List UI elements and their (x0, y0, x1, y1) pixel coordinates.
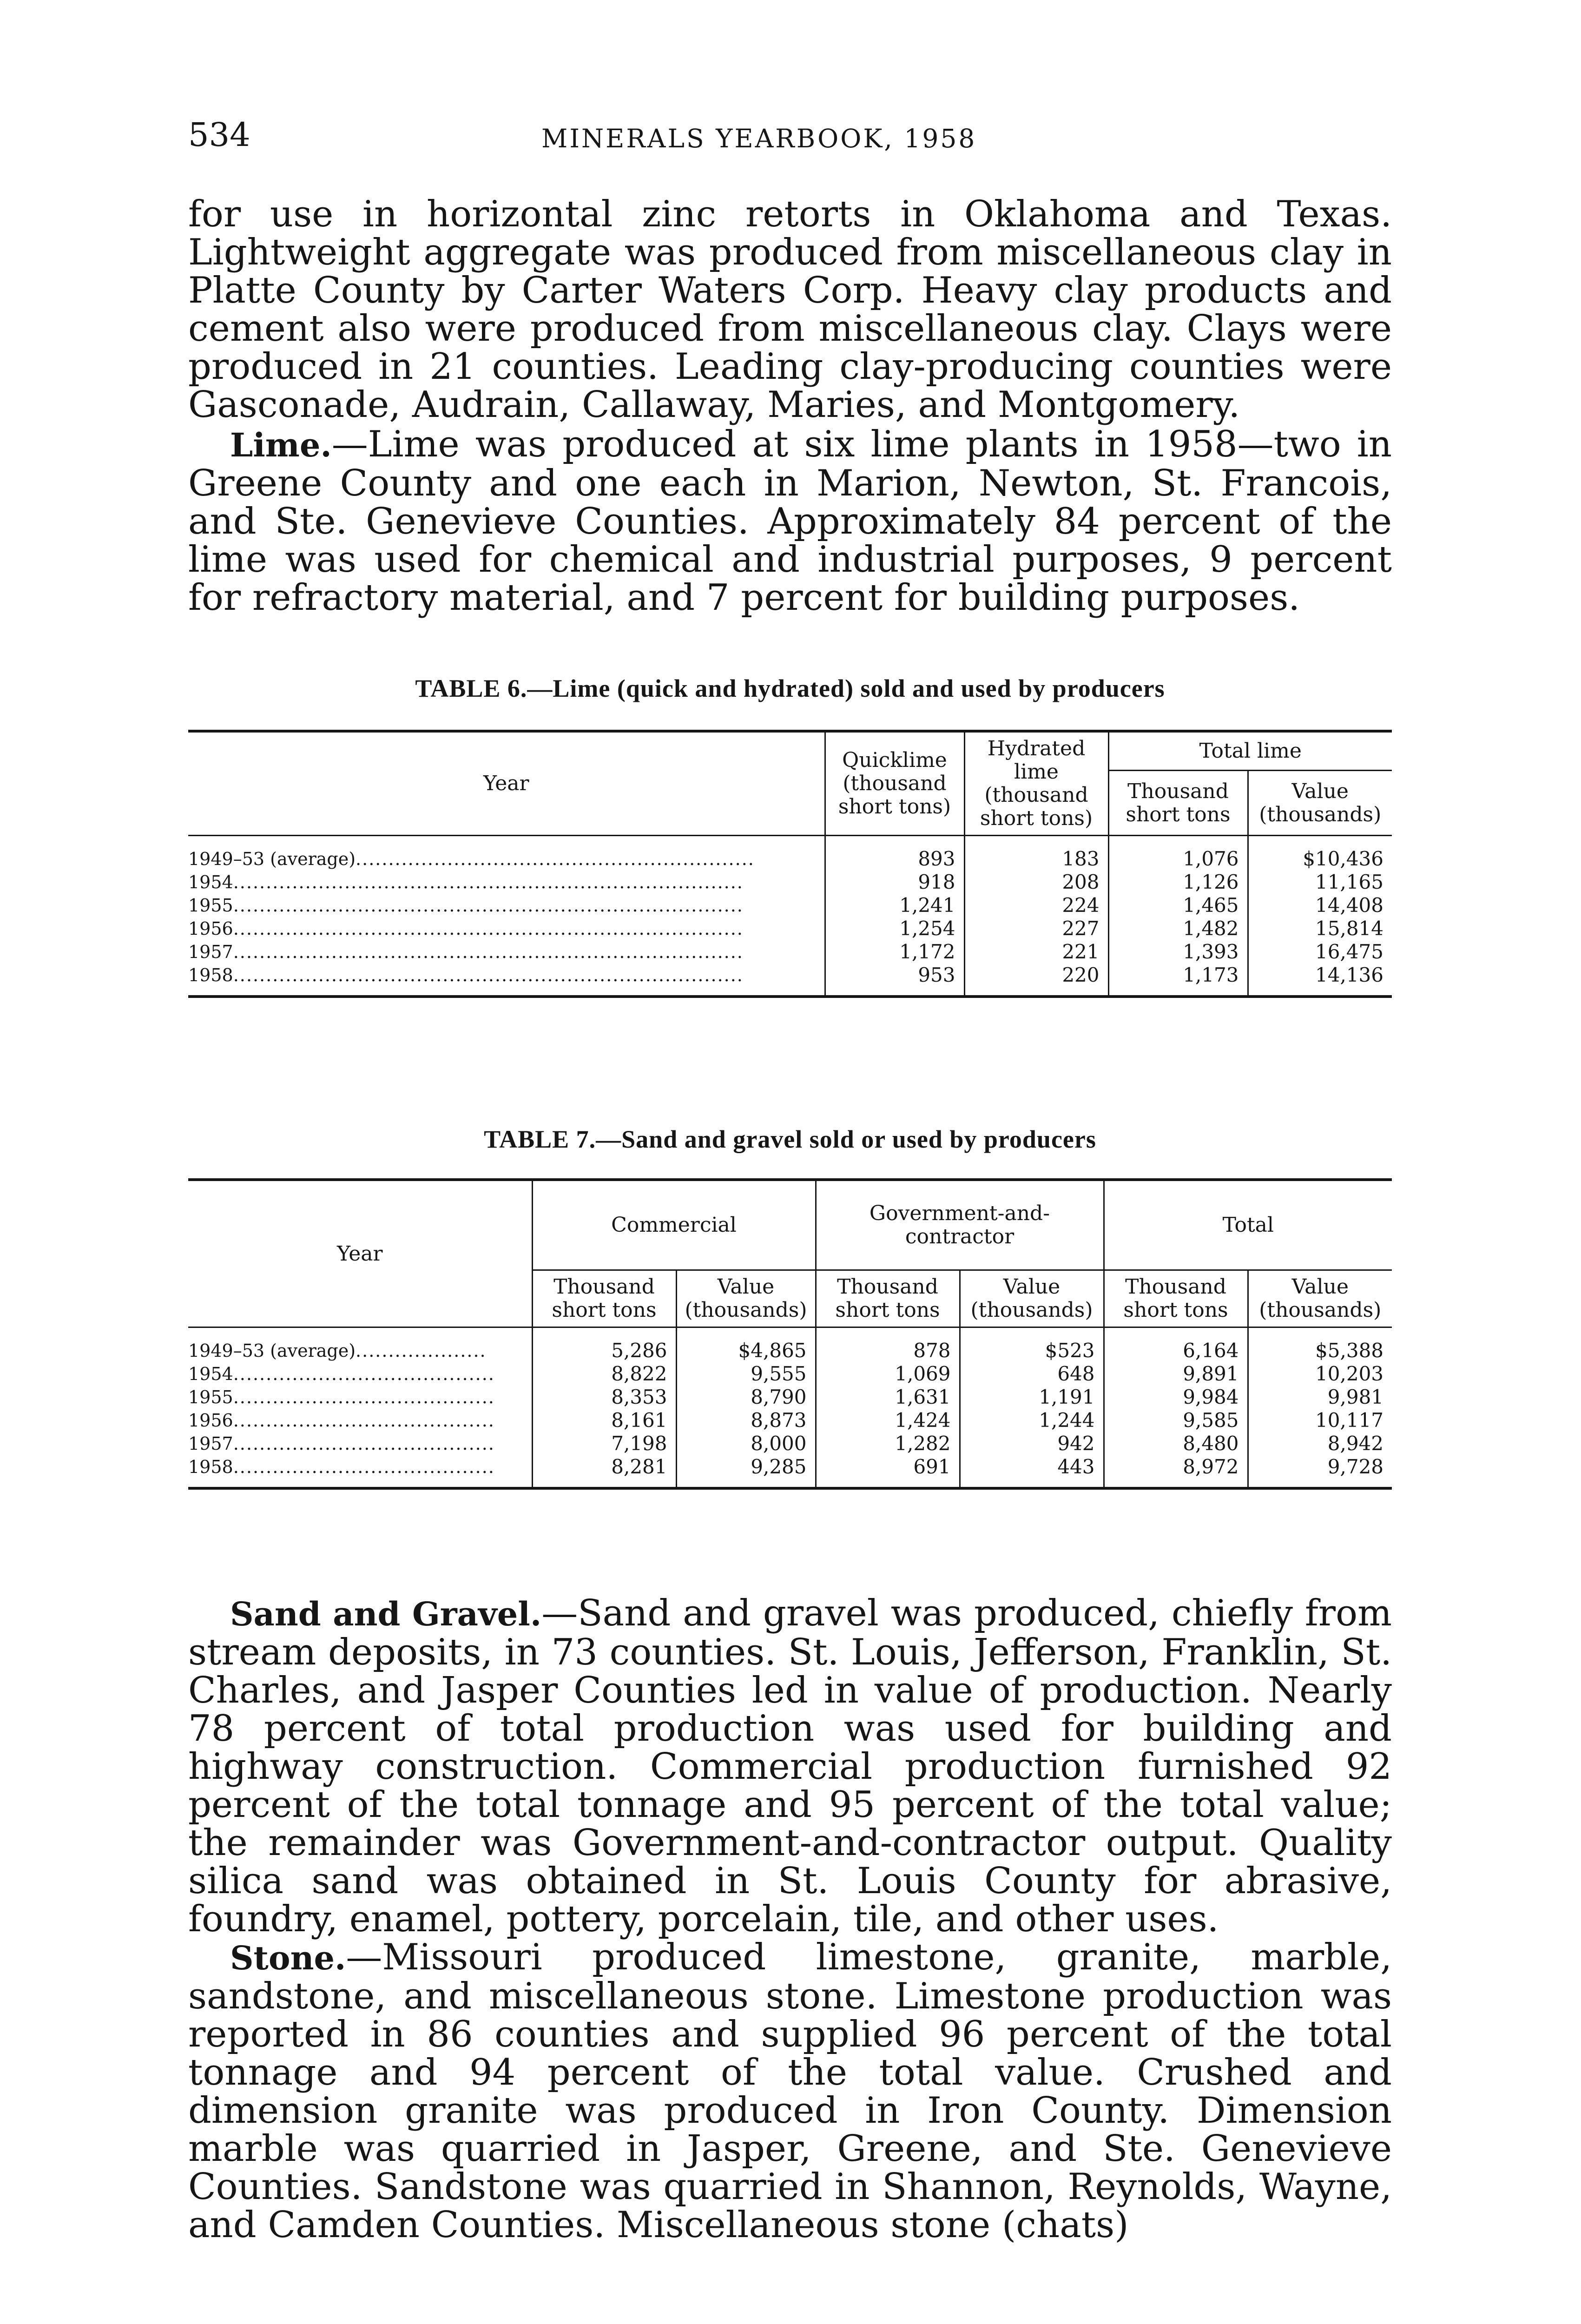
cell-com-tons: 8,161 (532, 1409, 676, 1432)
table7-header-commercial: Commercial (532, 1180, 816, 1270)
cell-tot-value: 8,942 (1248, 1432, 1392, 1455)
table7-header-com-value: Value (thousands) (676, 1270, 816, 1327)
cell-quicklime: 953 (825, 964, 964, 997)
cell-tot-tons: 9,585 (1104, 1409, 1248, 1432)
row-label: 1955........................................ (188, 1387, 495, 1407)
cell-hydrated: 183 (964, 836, 1108, 871)
cell-quicklime: 1,172 (825, 940, 964, 964)
table7-header-com-tons: Thousand short tons (532, 1270, 676, 1327)
cell-gov-tons: 1,424 (816, 1409, 960, 1432)
table7-header-tot-value: Value (thousands) (1248, 1270, 1392, 1327)
lime-text: —Lime was produced at six lime plants in 1958—two in Greene County and one each in Marion, Newton, St. Francois, and Ste. Genevieve Counties. Approximately 84 percent of the lime was used for chemical and industrial purposes, 9 percent for refractory material, and 7 percent for building purposes. (188, 423, 1392, 619)
table6-header-quicklime: Quicklime (thousand short tons) (825, 731, 964, 836)
row-label: 1958.............................................................................. (188, 965, 744, 985)
table7-header-tot-tons: Thousand short tons (1104, 1270, 1248, 1327)
table-row (188, 1327, 1392, 1363)
lime-lead: Lime. (230, 426, 332, 464)
table7-header-gov-tons: Thousand short tons (816, 1270, 960, 1327)
table6-grid (188, 730, 1392, 998)
table-row (188, 871, 1392, 894)
table7-header-government: Government-and-contractor (816, 1180, 1104, 1270)
row-label: 1949–53 (average).................... (188, 1340, 487, 1361)
cell-total-value: 15,814 (1248, 917, 1392, 940)
row-label: 1957.............................................................................. (188, 942, 744, 962)
page-number: 534 (188, 116, 250, 154)
cell-tot-tons: 8,972 (1104, 1455, 1248, 1488)
table-row (188, 836, 1392, 871)
cell-tot-value: 9,981 (1248, 1386, 1392, 1409)
row-label: 1954.............................................................................. (188, 872, 744, 892)
cell-com-value: 9,285 (676, 1455, 816, 1488)
table-row (188, 1455, 1392, 1488)
table7-header-gov-value: Value (thousands) (960, 1270, 1104, 1327)
sand-lead: Sand and Gravel. (230, 1595, 542, 1633)
table-row (188, 1362, 1392, 1386)
cell-total-value: 14,136 (1248, 964, 1392, 997)
cell-total-value: $10,436 (1248, 836, 1392, 871)
row-label: 1957........................................ (188, 1433, 495, 1454)
cell-total-tons: 1,465 (1108, 894, 1248, 917)
cell-quicklime: 893 (825, 836, 964, 871)
paragraph-sand-gravel (188, 1594, 1392, 1938)
row-label: 1949–53 (average)............................................................. (188, 849, 755, 869)
cell-com-value: 8,873 (676, 1409, 816, 1432)
row-label: 1954........................................ (188, 1364, 495, 1384)
running-header (188, 116, 1387, 163)
table7 (188, 1178, 1392, 1490)
cell-hydrated: 227 (964, 917, 1108, 940)
table7-grid (188, 1178, 1392, 1490)
cell-gov-value: $523 (960, 1327, 1104, 1363)
stone-text: —Missouri produced limestone, granite, marble, sandstone, and miscellaneous stone. Limestone production was reported in 86 counties and supplied 96 percent of the total tonnage and 94 percent of the total value. Crushed and dimension granite was produced in Iron County. Dimension marble was quarried in Jasper, Greene, and Ste. Genevieve Counties. Sandstone was quarried in Shannon, Reynolds, Wayne, and Camden Counties. Miscellaneous stone (chats) (188, 1936, 1392, 2246)
row-label: 1956........................................ (188, 1410, 495, 1431)
cell-total-tons: 1,126 (1108, 871, 1248, 894)
cell-quicklime: 1,254 (825, 917, 964, 940)
table-row (188, 1432, 1392, 1455)
cell-total-value: 14,408 (1248, 894, 1392, 917)
cell-com-tons: 8,822 (532, 1362, 676, 1386)
cell-total-value: 11,165 (1248, 871, 1392, 894)
cell-gov-value: 443 (960, 1455, 1104, 1488)
row-label: 1956.............................................................................. (188, 918, 744, 939)
paragraph-stone (188, 1938, 1392, 2244)
sand-text: —Sand and gravel was produced, chiefly from stream deposits, in 73 counties. St. Louis, Jefferson, Franklin, St. Charles, and Jasper Counties led in value of production. Nearly 78 percent of total production was used for building and highway construction. Commercial production furnished 92 percent of the total tonnage and 95 percent of the total value; the remainder was Government-and-contractor output. Quality silica sand was obtained in St. Louis County for abrasive, foundry, enamel, pottery, porcelain, tile, and other uses. (188, 1592, 1392, 1940)
cell-com-value: 8,790 (676, 1386, 816, 1409)
cell-tot-value: 10,117 (1248, 1409, 1392, 1432)
cell-gov-tons: 1,069 (816, 1362, 960, 1386)
cell-tot-tons: 6,164 (1104, 1327, 1248, 1363)
cell-tot-tons: 8,480 (1104, 1432, 1248, 1455)
paragraph-clays: for use in horizontal zinc retorts in Oklahoma and Texas. Lightweight aggregate was produced from miscellaneous clay in Platte County by Carter Waters Corp. Heavy clay products and cement also were produced from miscellaneous clay. Clays were produced in 21 counties. Leading clay-producing counties were Gasconade, Audrain, Callaway, Maries, and Montgomery. (188, 193, 1392, 426)
table-row (188, 917, 1392, 940)
cell-com-tons: 5,286 (532, 1327, 676, 1363)
table6 (188, 730, 1392, 998)
cell-gov-value: 942 (960, 1432, 1104, 1455)
cell-com-tons: 8,353 (532, 1386, 676, 1409)
cell-tot-tons: 9,891 (1104, 1362, 1248, 1386)
stone-lead: Stone. (230, 1939, 346, 1977)
cell-hydrated: 220 (964, 964, 1108, 997)
table6-header-total-value: Value (thousands) (1248, 771, 1392, 836)
cell-tot-value: 10,203 (1248, 1362, 1392, 1386)
table-row (188, 894, 1392, 917)
table-row (188, 964, 1392, 997)
cell-total-tons: 1,076 (1108, 836, 1248, 871)
table6-header-total-thousand: Thousand short tons (1108, 771, 1248, 836)
cell-hydrated: 224 (964, 894, 1108, 917)
cell-tot-value: 9,728 (1248, 1455, 1392, 1488)
cell-com-value: 8,000 (676, 1432, 816, 1455)
cell-quicklime: 1,241 (825, 894, 964, 917)
table7-title: TABLE 7.—Sand and gravel sold or used by producers (484, 1125, 1096, 1153)
table6-header-hydrated: Hydrated lime (thousand short tons) (964, 731, 1108, 836)
cell-com-value: $4,865 (676, 1327, 816, 1363)
cell-gov-value: 648 (960, 1362, 1104, 1386)
cell-quicklime: 918 (825, 871, 964, 894)
cell-com-value: 9,555 (676, 1362, 816, 1386)
cell-total-tons: 1,173 (1108, 964, 1248, 997)
cell-com-tons: 8,281 (532, 1455, 676, 1488)
cell-total-value: 16,475 (1248, 940, 1392, 964)
table6-header-year: Year (188, 731, 825, 836)
cell-gov-tons: 878 (816, 1327, 960, 1363)
cell-tot-tons: 9,984 (1104, 1386, 1248, 1409)
cell-total-tons: 1,482 (1108, 917, 1248, 940)
row-label: 1958........................................ (188, 1457, 495, 1477)
running-title: MINERALS YEARBOOK, 1958 (541, 124, 977, 153)
cell-hydrated: 221 (964, 940, 1108, 964)
cell-com-tons: 7,198 (532, 1432, 676, 1455)
cell-total-tons: 1,393 (1108, 940, 1248, 964)
table-row (188, 1386, 1392, 1409)
cell-hydrated: 208 (964, 871, 1108, 894)
cell-gov-tons: 691 (816, 1455, 960, 1488)
table7-header-total: Total (1104, 1180, 1392, 1270)
cell-gov-tons: 1,631 (816, 1386, 960, 1409)
cell-tot-value: $5,388 (1248, 1327, 1392, 1363)
table7-header-year: Year (188, 1180, 532, 1327)
table6-title: TABLE 6.—Lime (quick and hydrated) sold and used by producers (415, 674, 1165, 702)
paragraph-lime (188, 425, 1392, 617)
table-row (188, 1409, 1392, 1432)
table6-header-total: Total lime (1108, 731, 1392, 771)
cell-gov-value: 1,244 (960, 1409, 1104, 1432)
cell-gov-tons: 1,282 (816, 1432, 960, 1455)
table-row (188, 940, 1392, 964)
cell-gov-value: 1,191 (960, 1386, 1104, 1409)
row-label: 1955.............................................................................. (188, 895, 744, 916)
